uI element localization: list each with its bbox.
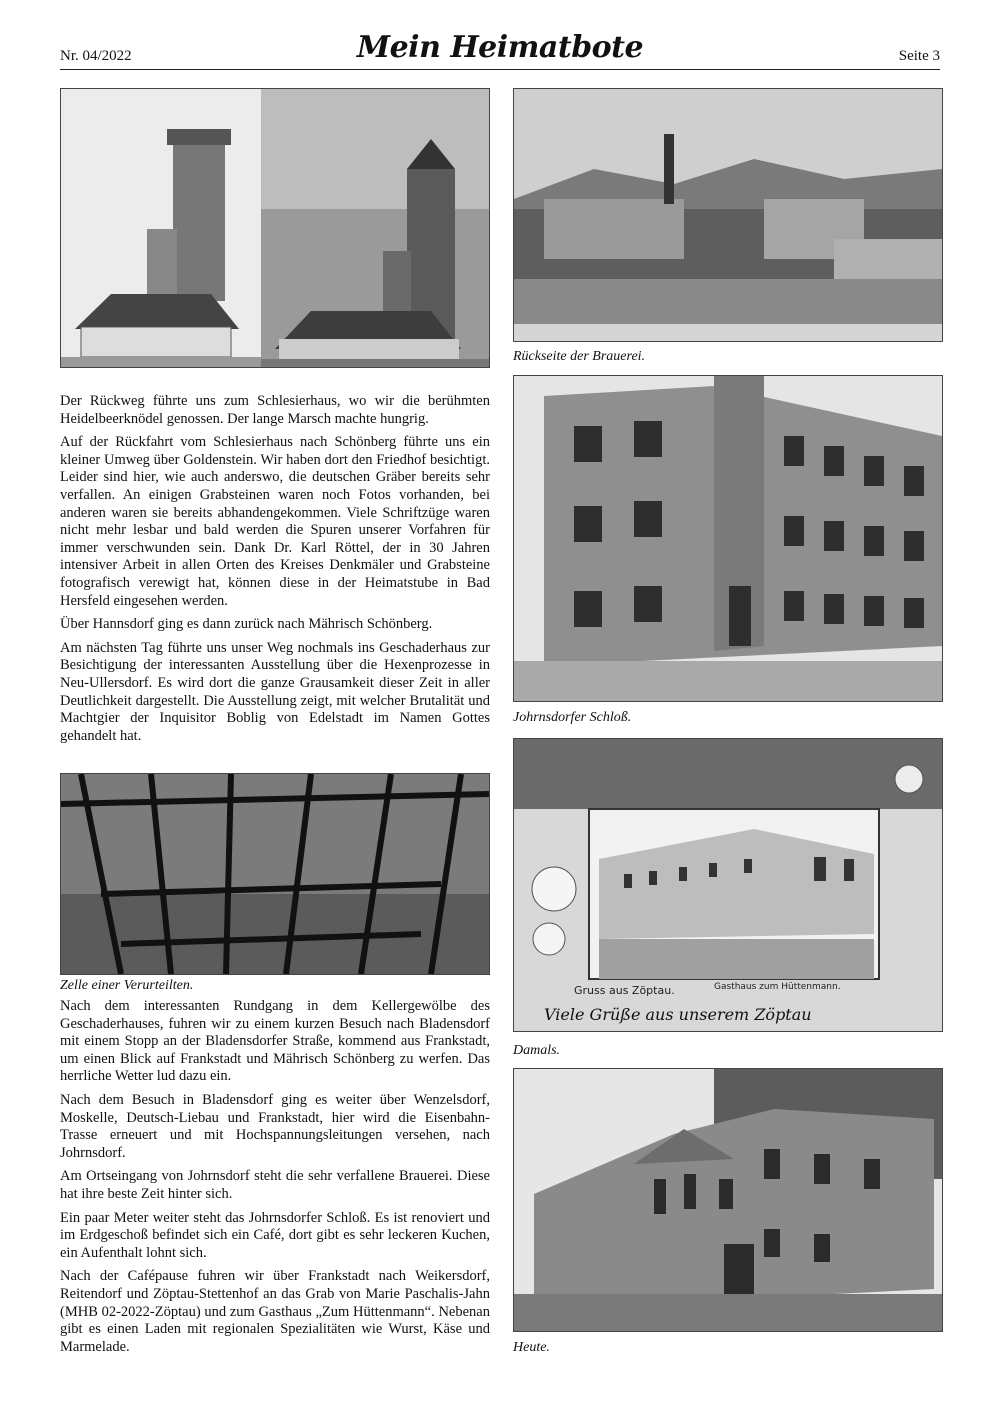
caption-cell: Zelle einer Verurteilten. [60,978,194,993]
article-text-bottom [60,998,490,1362]
caption-then: Damals. [513,1043,561,1058]
paragraph: Über Hannsdorf ging es dann zurück nach Mährisch Schönberg. [60,616,433,633]
caption-now: Heute. [513,1340,550,1355]
paragraph: Auf der Rückfahrt vom Schlesierhaus nach Schönberg führte uns ein kleiner Umweg über Goldenstein. Wir haben dort den Friedhof besichtigt. Leider sind hier, wie auch anderswo, die deutschen Gräber bereits sehr verfallen. An einigen Grabsteinen waren noch Fotos vorhanden, bei anderen waren sie bereits abhandengekommen. Viele Schriftzüge waren nicht mehr lesbar und bald werden die Spuren unserer Vorfahren für immer verschwunden sein. Dank Dr. Karl Röttel, der in 30 Jahren intensiver Arbeit in allen Orten des Kreises Denkmäler und Grabsteine fotografisch verewigt hat, können diese in der Heimatstube in Bad Hersfeld eingesehen werden. [60,434,490,609]
paragraph: Nach dem Besuch in Bladensdorf ging es weiter über Wenzelsdorf, Moskelle, Deutsch-Liebau und Frankstadt, hier wird die Eisenbahn-Trasse erneuert und mit Hochspannungsleitungen versehen, nach Johrnsdorf. [60,1091,490,1161]
paragraph: Am nächsten Tag führte uns unser Weg nochmals ins Geschaderhaus zur Besichtigung der interessanten Ausstellung über die Hexenprozesse in Neu-Ullersdorf. Es wird dort die ganze Grausamkeit dieser Zeit in aller Deutlichkeit dargestellt. Die Ausstellung zeigt, mit welcher Brutalität und Machtgier der Inquisitor Boblig von Edelstadt im Namen Gottes gehandelt hat. [60,639,490,744]
masthead-logo: Mein Heimatbote [356,30,644,65]
postcard-greeting: Gruss aus Zöptau. [574,984,675,997]
article-text-top [60,393,490,751]
castle-photo [513,375,943,702]
tower-photo [60,88,490,368]
house-illustration [514,1069,942,1331]
header-rule [60,69,940,70]
postcard-inn-name: Gasthaus zum Hüttenmann. [714,982,841,992]
brewery-photo [513,88,943,342]
brewery-illustration [514,89,942,341]
house-photo [513,1068,943,1332]
paragraph: Am Ortseingang von Johrnsdorf steht die sehr verfallene Brauerei. Diese hat ihre beste Zeit hinter sich. [60,1168,490,1202]
paragraph: Der Rückweg führte uns zum Schlesierhaus, wo wir die berühmten Heidelbeerknödel genossen. Der lange Marsch machte hungrig. [60,393,490,427]
paragraph: Nach dem interessanten Rundgang in dem Kellergewölbe des Geschaderhauses, fuhren wir zu einem kurzen Besuch nach Bladensdorf mit einem Stopp an der Bladensdorfer Straße, kommend aus Frankstadt, um einen Blick auf Frankstadt und Mährisch Schönberg zu werfen. Das herrliche Wetter lud dazu ein. [60,998,490,1085]
caption-castle: Johrnsdorfer Schloß. [513,710,632,725]
postcard-photo [513,738,943,1032]
page-number: Seite 3 [898,48,940,64]
cell-photo [60,773,490,975]
castle-illustration [514,376,942,701]
caption-brewery: Rückseite der Brauerei. [513,349,646,364]
tower-illustration [61,89,489,367]
postcard-handwriting: Viele Grüße aus unserem Zöptau [544,1005,812,1024]
issue-number: Nr. 04/2022 [60,48,132,64]
cell-bars-illustration [61,774,489,974]
paragraph: Nach der Cafépause fuhren wir über Frankstadt nach Weikersdorf, Reitendorf und Zöptau-Stettenhof an das Grab von Marie Paschalis-Jahn (MHB 02-2022-Zöptau) und zum Gasthaus „Zum Hüttenmann“. Nebenan gibt es einen Laden mit regionalen Spezialitäten wie Wurst, Käse und Marmelade. [60,1268,490,1355]
paragraph: Ein paar Meter weiter steht das Johrnsdorfer Schloß. Es ist renoviert und im Erdgeschoß befindet sich ein Café, dort gibt es sehr leckeren Kuchen, ein Aufenthalt lohnt sich. [60,1209,490,1261]
